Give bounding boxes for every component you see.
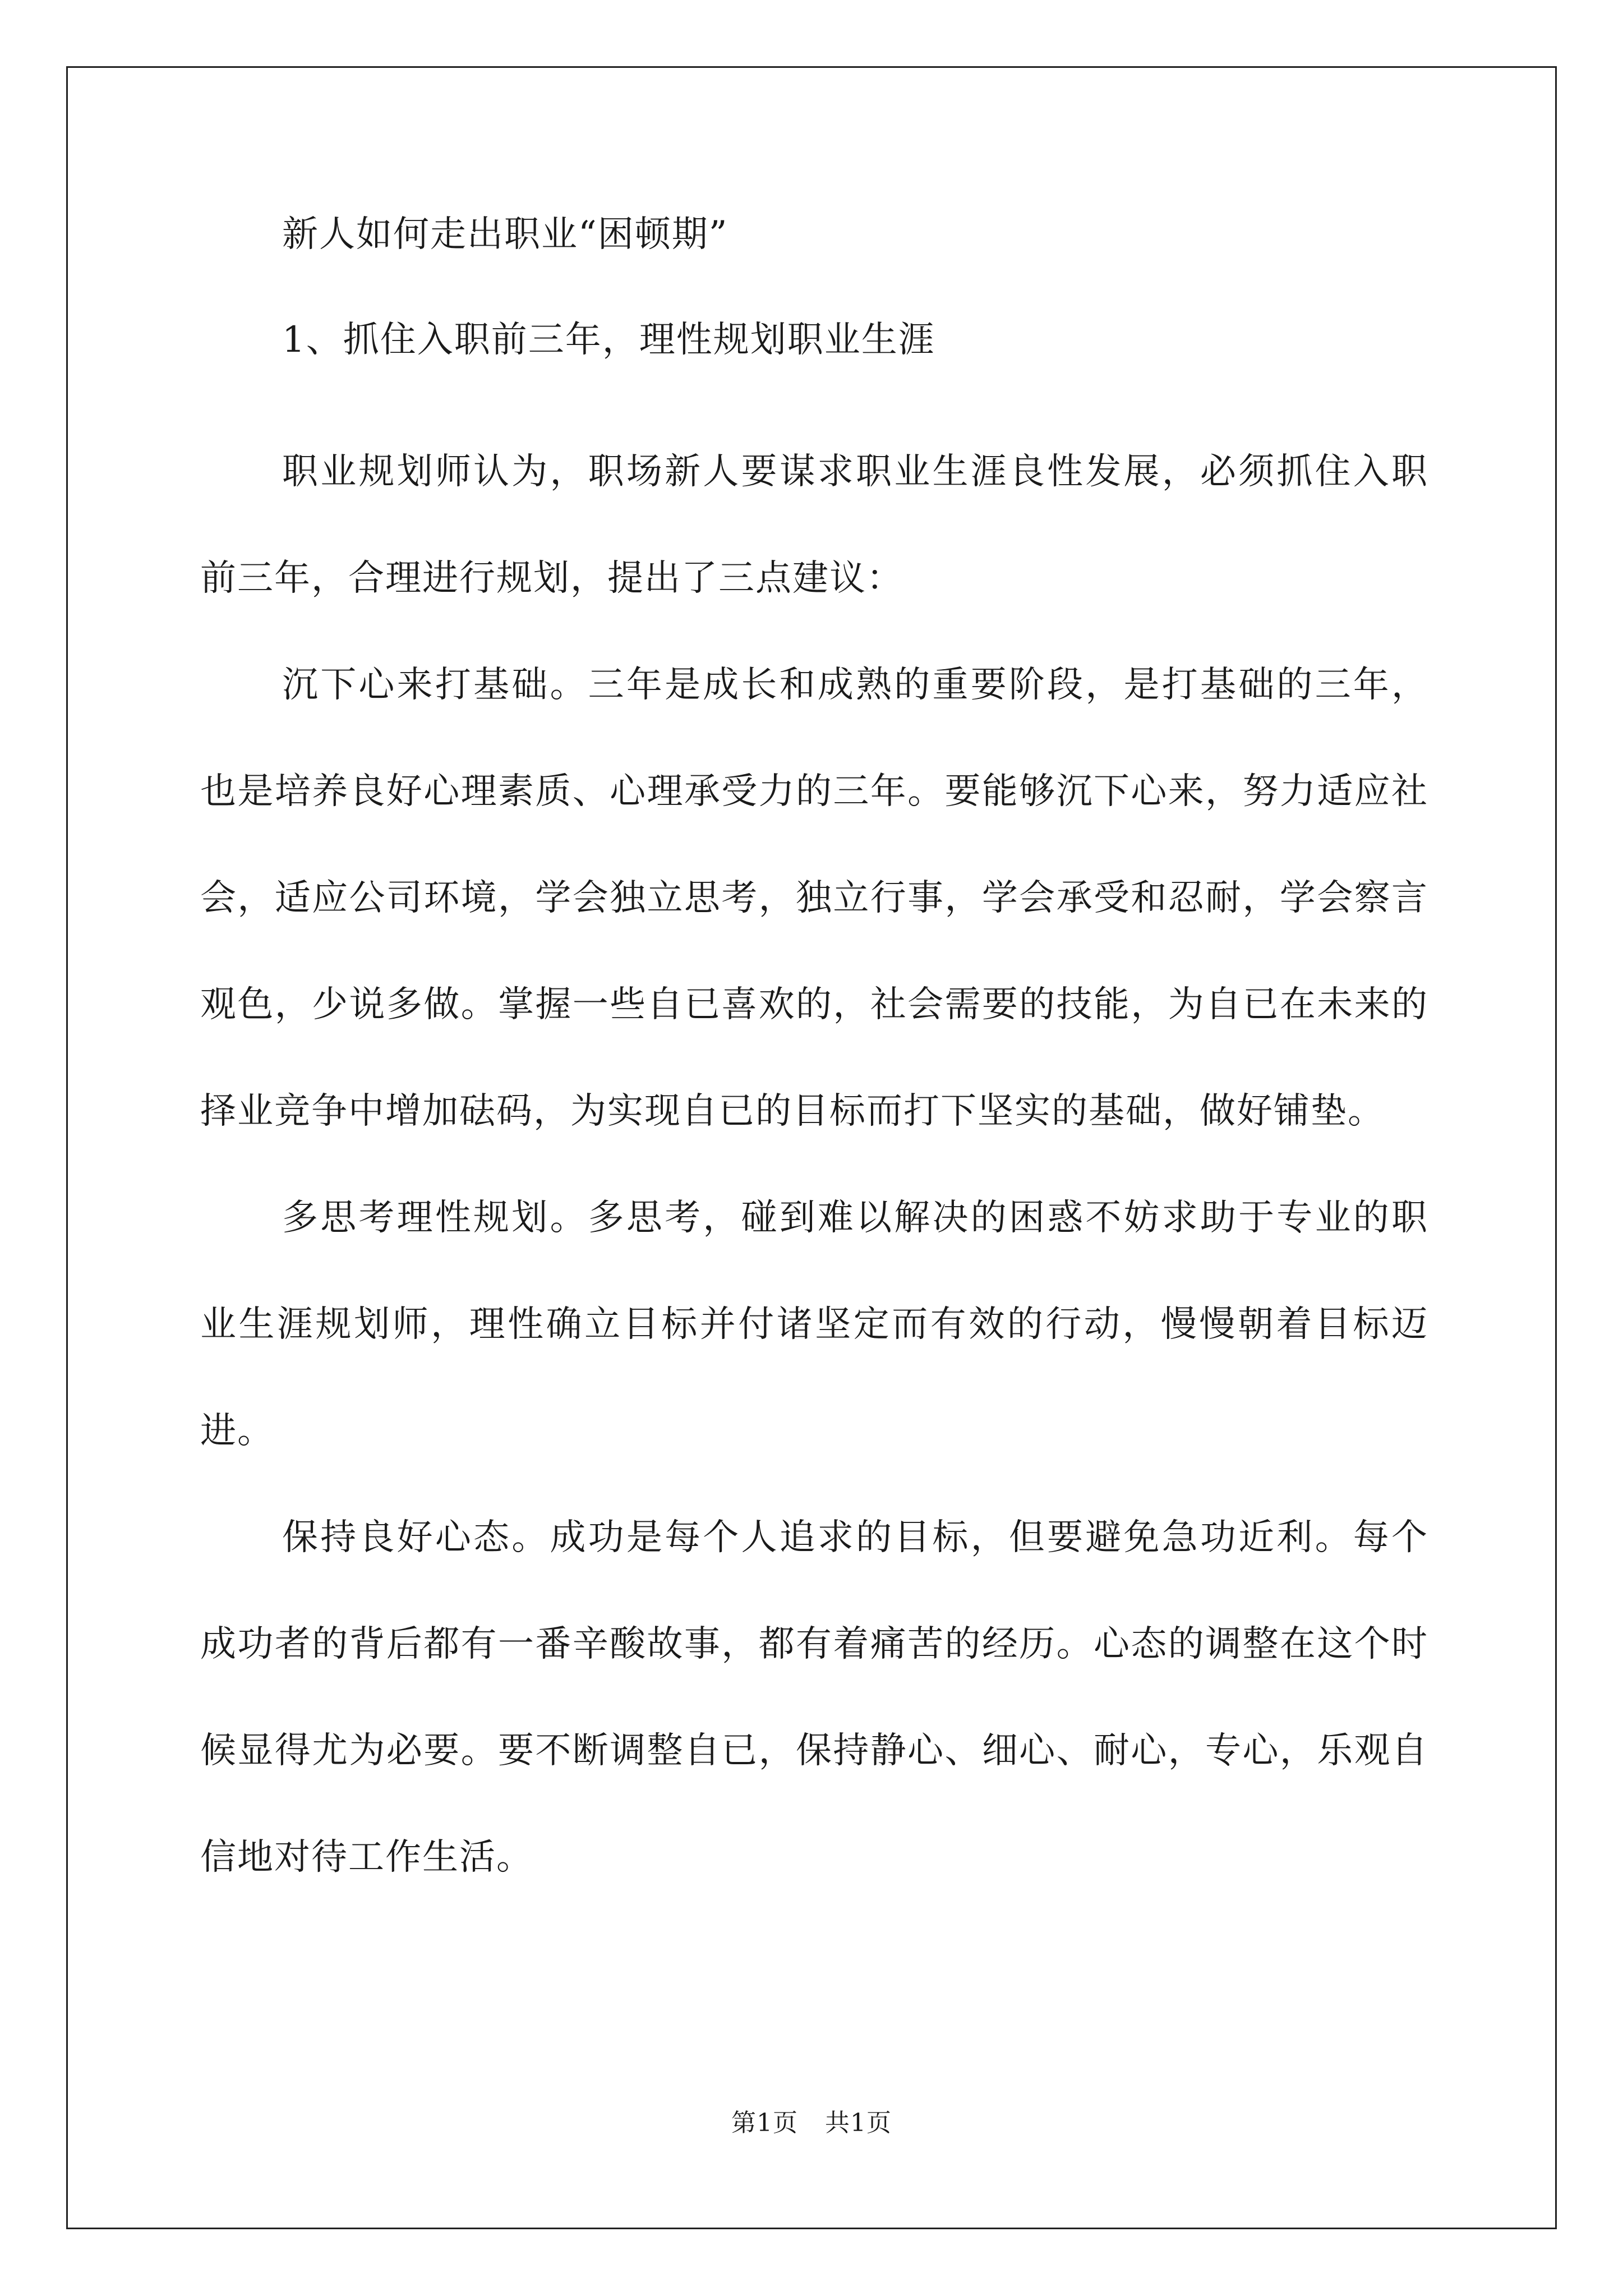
page-number: 第1页	[731, 2109, 798, 2137]
page-total: 共1页	[825, 2109, 892, 2137]
paragraph-foundation: 沉下心来打基础。三年是成长和成熟的重要阶段，是打基础的三年，也是培养良好心理素质、心理承受力的三年。要能够沉下心来，努力适应社会，适应公司环境，学会独立思考，独立行事，学会承受和忍耐，学会察言观色，少说多做。掌握一些自已喜欢的，社会需要的技能，为自已在未来的择业竞争中增加砝码，为实现自已的目标而打下坚实的基础，做好铺垫。	[200, 664, 1428, 1132]
document-body	[200, 208, 1428, 1911]
paragraph-mindset: 保持良好心态。成功是每个人追求的目标，但要避免急功近利。每个成功者的背后都有一番辛酸故事，都有着痛苦的经历。心态的调整在这个时候显得尤为必要。要不断调整自已，保持静心、细心、耐心，专心，乐观自信地对待工作生活。	[200, 1517, 1428, 1878]
paragraph-intro: 职业规划师认为，职场新人要谋求职业生涯良性发展，必须抓住入职前三年，合理进行规划，提出了三点建议：	[200, 451, 1428, 599]
document-title: 新人如何走出职业“困顿期”	[282, 214, 728, 255]
paragraph-planning: 多思考理性规划。多思考，碰到难以解决的困惑不妨求助于专业的职业生涯规划师，理性确立目标并付诸坚定而有效的行动，慢慢朝着目标迈进。	[200, 1197, 1428, 1452]
page-footer	[0, 2106, 1623, 2140]
section-heading: 1、抓住入职前三年，理性规划职业生涯	[282, 319, 935, 361]
